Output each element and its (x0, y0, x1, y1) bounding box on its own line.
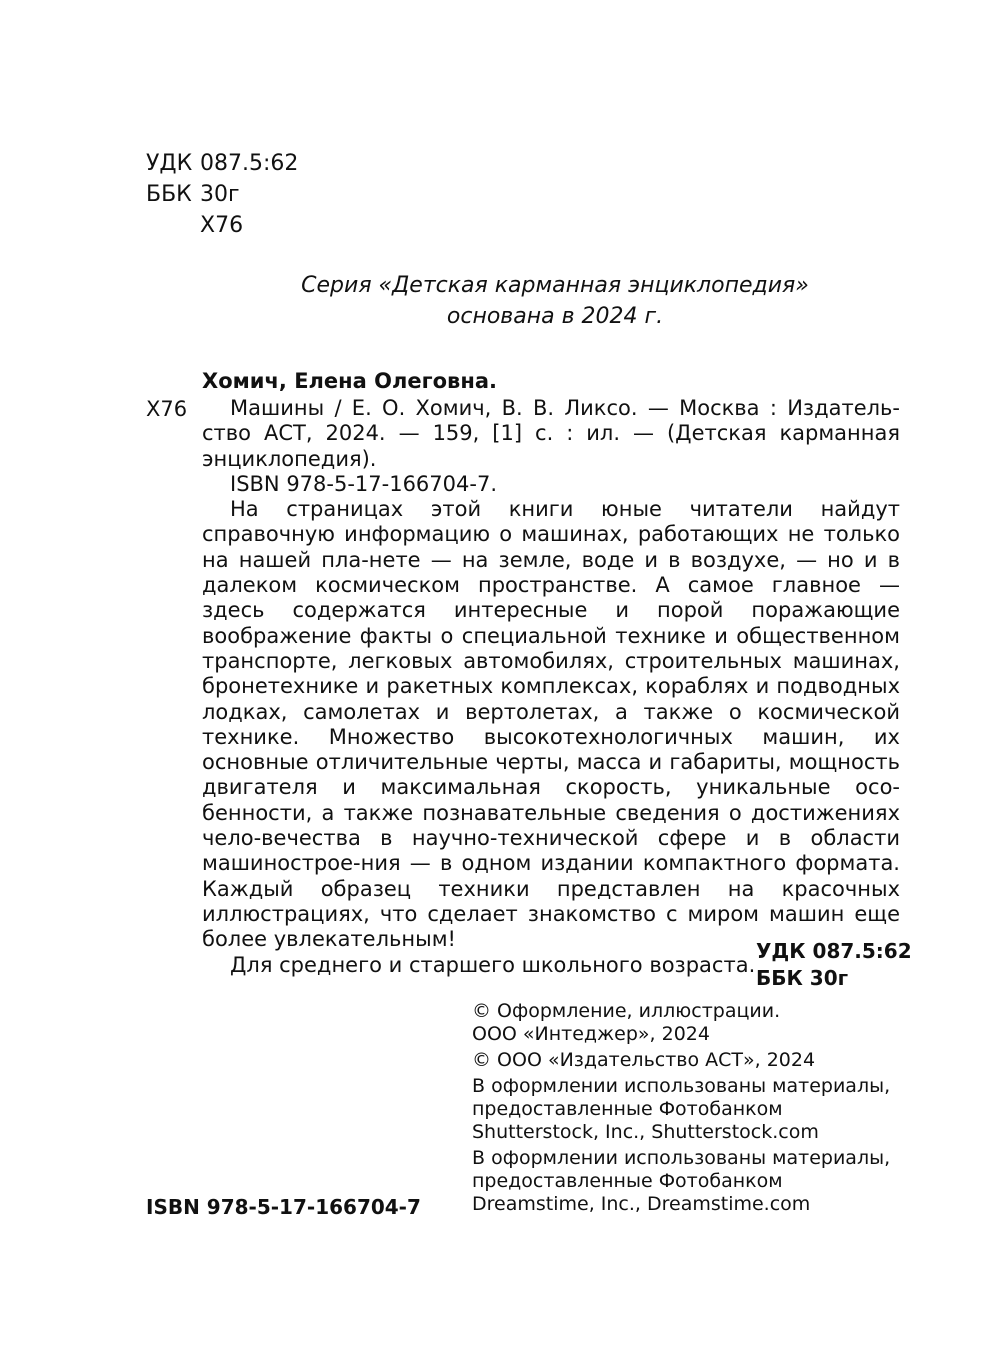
author-mark-value: Х76 (200, 213, 244, 238)
audience-line: Для среднего и старшего школьного возраста. (230, 952, 756, 977)
rights-line: предоставленные Фотобанком (472, 1098, 783, 1120)
rights-line: Dreamstime, Inc., Dreamstime.com (472, 1193, 811, 1215)
isbn-line: ISBN 978-5-17-166704-7. (230, 471, 497, 496)
rights-design (472, 1000, 902, 1046)
rights-line: © ООО «Издательство АСТ», 2024 (472, 1049, 816, 1071)
bbk-label: ББК (146, 182, 192, 207)
udk-summary: УДК 087.5:62 (756, 939, 912, 963)
series-note (230, 270, 880, 332)
rights-line: В оформлении использованы материалы, (472, 1147, 891, 1169)
isbn-bottom: ISBN 978-5-17-166704-7 (146, 1195, 421, 1219)
rights-line: предоставленные Фотобанком (472, 1170, 783, 1192)
udk-line (146, 148, 298, 179)
author-mark-line (146, 210, 298, 241)
author-mark: Х76 (146, 397, 188, 421)
bbk-summary: ББК 30г (756, 966, 849, 990)
annotation-paragraph: На страницах этой книги юные читатели найдут справочную информацию о машинах, работающих не только на нашей пла-нете — на земле, воде и в воздухе, — но и в далеком космическом пространстве. А самое главное — здесь содержатся интересные и порой поражающие воображение факты о специальной технике и общественном транспорте, легковых автомобилях, строительных машинах, бронетехнике и ракетных комплексах, кораблях и подводных лодках, самолетах и вертолетах, а также о космической технике. Множество высокотехнологичных машин, их основные отличительные черты, масса и габариты, мощность двигателя и максимальная скорость, уникальные осо-бенности, а также познавательные сведения о достижениях чело-вечества в научно-технической сфере и в области машинострое-ния — в одном издании компактного формата. Каждый образец техники представлен на красочных иллюстрациях, что сделает знакомство с миром машин еще более увлекательным! (202, 497, 900, 952)
rights-shutterstock (472, 1075, 902, 1144)
udk-bbk-summary (756, 938, 912, 992)
bbk-value: 30г (200, 182, 240, 207)
copyright-block (472, 1000, 902, 1219)
rights-line: ООО «Интеджер», 2024 (472, 1023, 710, 1045)
rights-line: Shutterstock, Inc., Shutterstock.com (472, 1121, 819, 1143)
series-line-1: Серия «Детская карманная энциклопедия» (301, 273, 809, 298)
rights-line: © Оформление, иллюстрации. (472, 1000, 781, 1022)
bibliographic-description (202, 396, 912, 978)
bbk-line (146, 179, 298, 210)
udk-label: УДК (146, 151, 193, 176)
author-heading: Хомич, Елена Олеговна. (202, 369, 497, 393)
rights-dreamstime (472, 1147, 902, 1216)
rights-line: В оформлении использованы материалы, (472, 1075, 891, 1097)
udk-value: 087.5:62 (200, 151, 299, 176)
classification-codes (146, 148, 298, 241)
rights-publisher (472, 1049, 902, 1072)
bib-line-3: энциклопедия). (202, 446, 377, 471)
bib-line-1: Машины / Е. О. Хомич, В. В. Ликсо. — Москва : Издатель- (230, 396, 900, 420)
bib-line-2: ство АСТ, 2024. — 159, [1] с. : ил. — (Детская карманная (202, 421, 900, 446)
series-line-2: основана в 2024 г. (446, 304, 664, 329)
